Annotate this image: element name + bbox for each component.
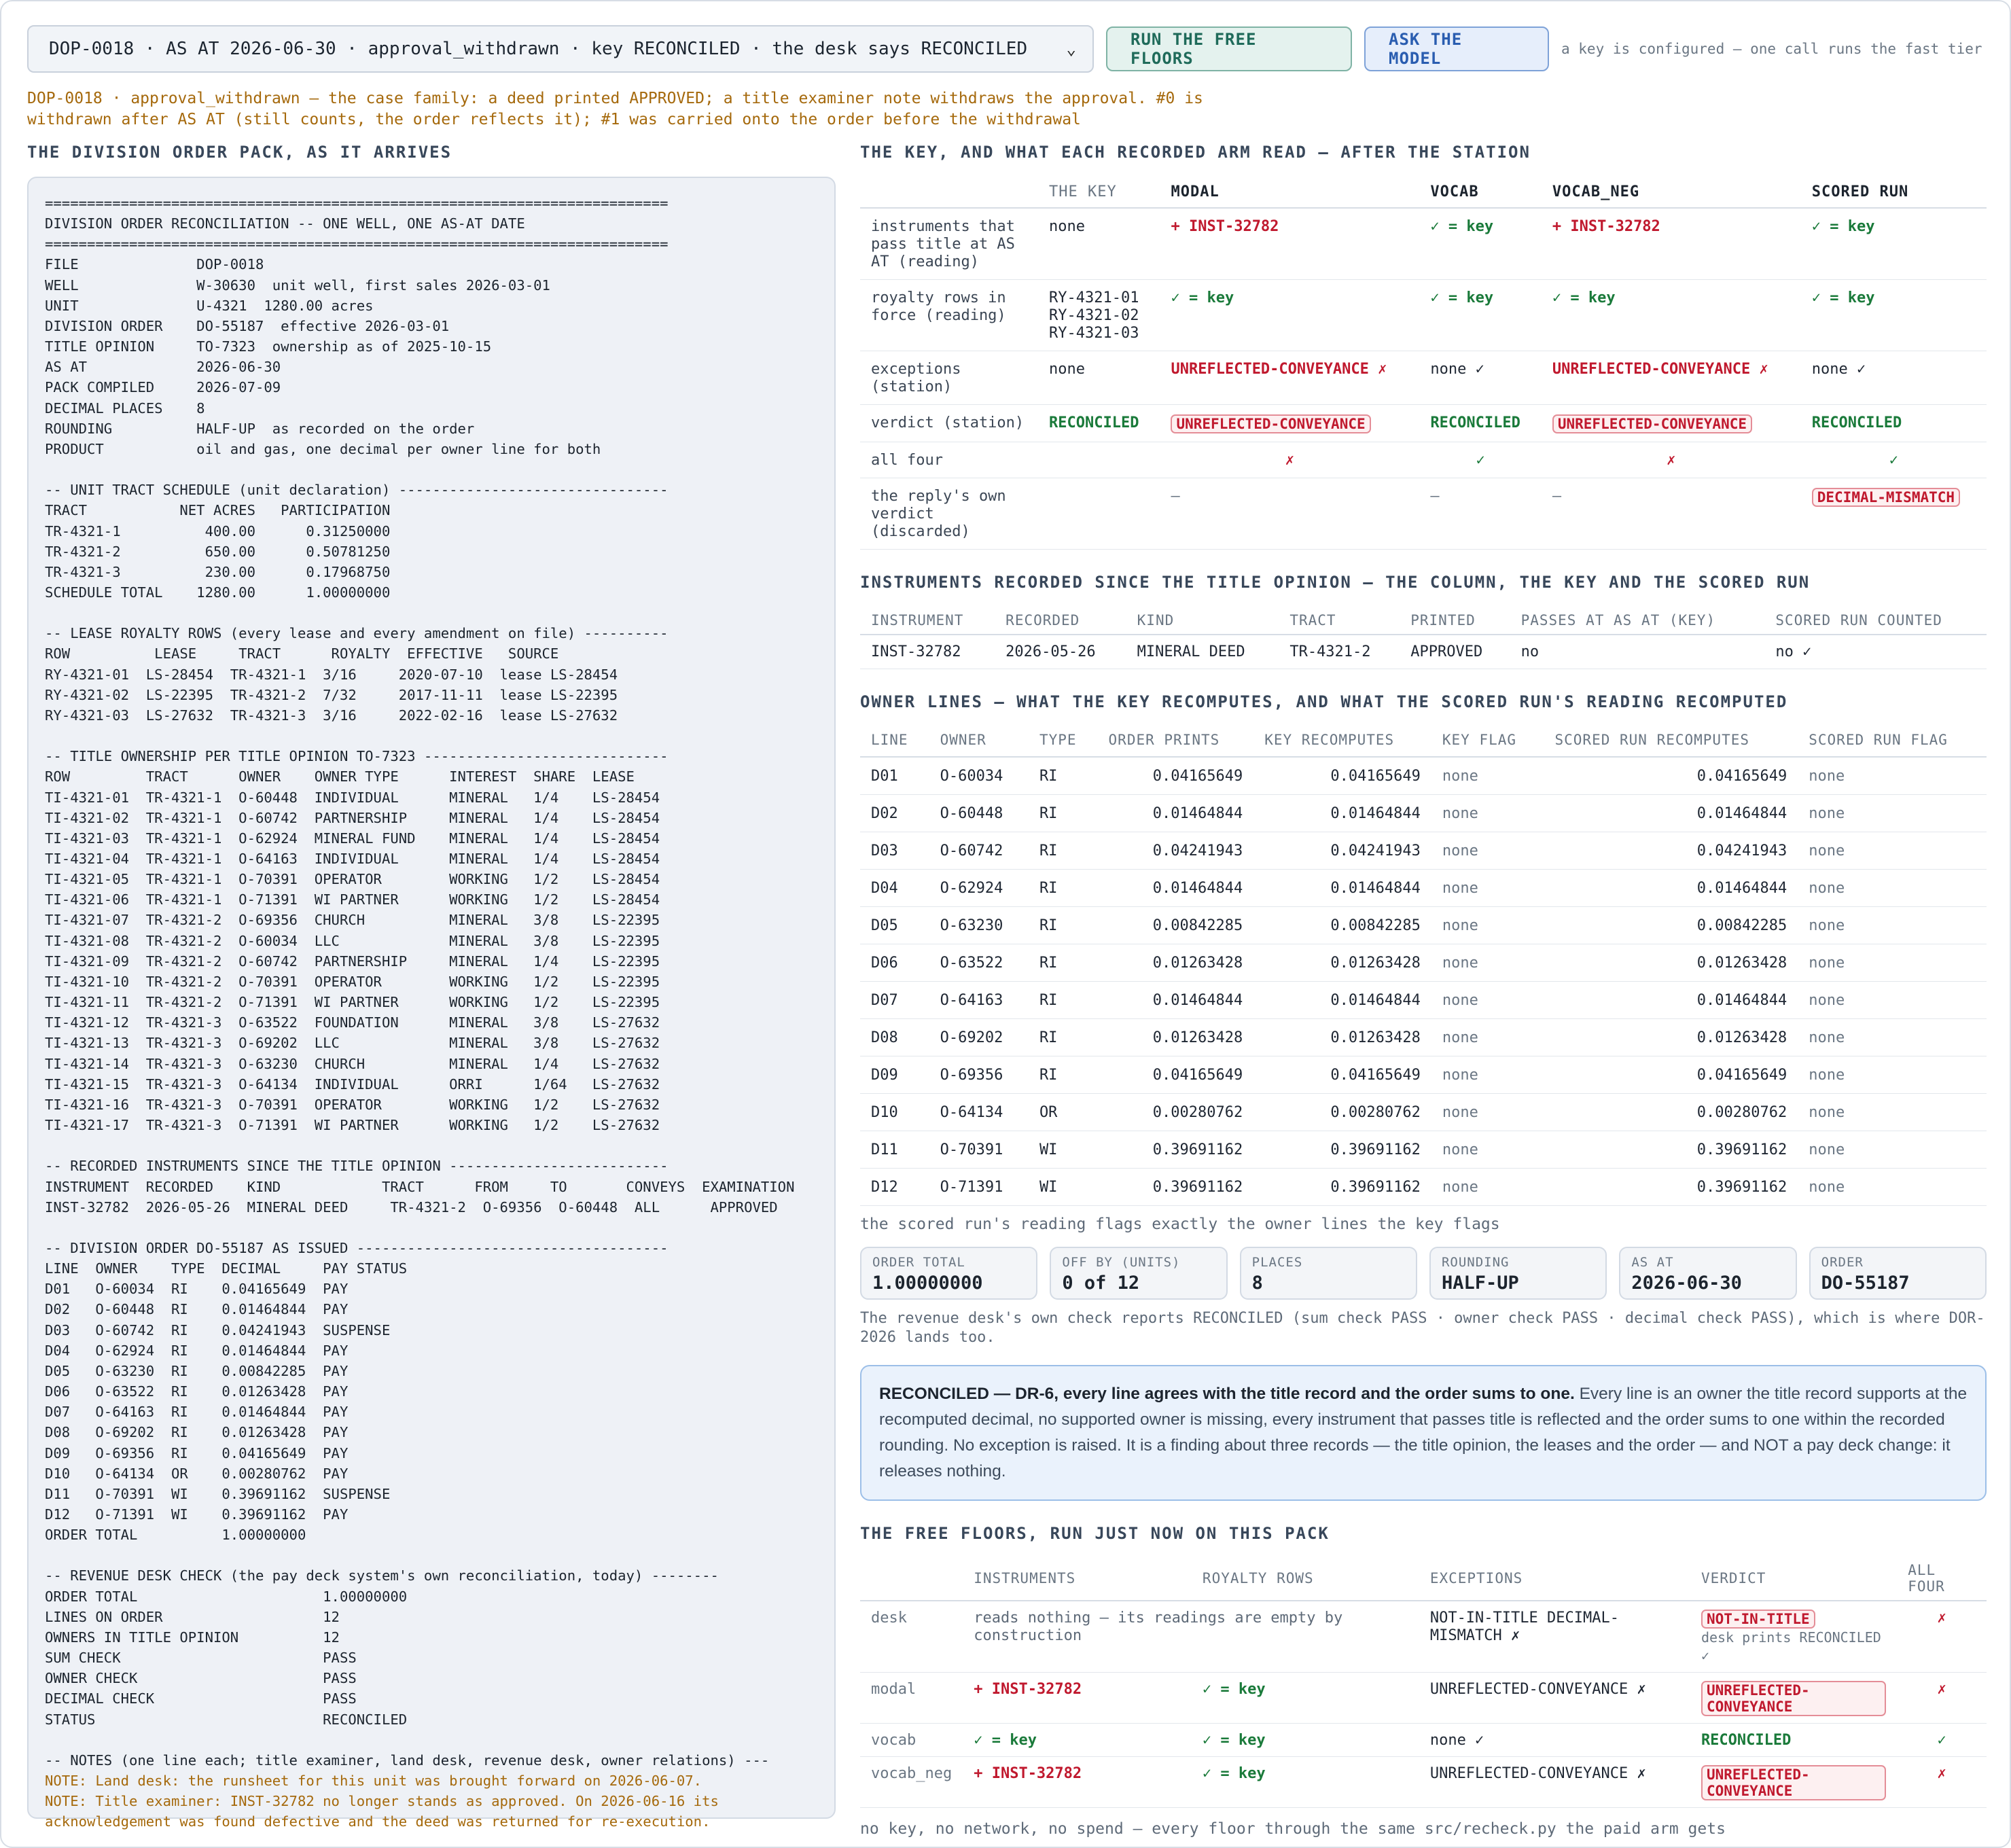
- key-heading: THE KEY, AND WHAT EACH RECORDED ARM READ — AFTER THE STATION: [860, 143, 1531, 162]
- floors-footer: no key, no network, no spend — every floor through the same src/recheck.py the paid arm gets: [860, 1820, 1726, 1838]
- type-cell: OR: [1029, 1094, 1098, 1131]
- order-prints-cell: 0.01464844: [1098, 795, 1254, 832]
- vocab-neg-cell: UNREFLECTED-CONVEYANCE ✗: [1542, 351, 1801, 405]
- verdict-badge: NOT-IN-TITLE: [1701, 1610, 1815, 1629]
- floor-royalty: ✓ = key: [1192, 1673, 1419, 1724]
- floor-instruments: + INST-32782: [963, 1673, 1192, 1724]
- type-cell: RI: [1029, 757, 1098, 795]
- key-flag-cell: none: [1431, 982, 1544, 1019]
- scored-flag-cell: none: [1798, 1056, 1987, 1094]
- floor-verdict: [1690, 1757, 1897, 1808]
- col-scored-run: SCORED RUN: [1801, 177, 1987, 208]
- toolbar: [27, 26, 1984, 72]
- verdict-title: RECONCILED — DR-6, every line agrees with the title record and the order sums to one.: [879, 1385, 1575, 1403]
- scored-cell: ✓ = key: [1801, 208, 1987, 280]
- kind-cell: MINERAL DEED: [1126, 635, 1279, 669]
- row-label: royalty rows in force (reading): [860, 280, 1038, 351]
- floors-table: [860, 1557, 1987, 1808]
- scored-flag-cell: none: [1798, 1019, 1987, 1056]
- type-cell: RI: [1029, 982, 1098, 1019]
- owner-cell: O-60448: [929, 795, 1029, 832]
- results-panel: [860, 143, 1987, 1838]
- key-recomputes-cell: 0.01263428: [1253, 1019, 1431, 1056]
- owner-cell: O-71391: [929, 1169, 1029, 1206]
- floor-all-four: ✗: [1897, 1601, 1987, 1673]
- col-instruments: INSTRUMENTS: [963, 1557, 1192, 1601]
- line-cell: D04: [860, 870, 929, 907]
- summary-card-value: 1.00000000: [872, 1273, 983, 1294]
- floors-table-corner: [860, 1557, 963, 1601]
- table-row: [860, 795, 1987, 832]
- row-label: all four: [860, 442, 1038, 478]
- tract-cell: TR-4321-2: [1279, 635, 1400, 669]
- order-prints-cell: 0.01464844: [1098, 870, 1254, 907]
- scored-recomputes-cell: 0.04165649: [1544, 757, 1798, 795]
- summary-card-label: ORDER TOTAL: [872, 1255, 965, 1270]
- col-printed: PRINTED: [1400, 607, 1510, 635]
- line-cell: D08: [860, 1019, 929, 1056]
- summary-card-label: AS AT: [1631, 1255, 1674, 1270]
- owner-cell: O-63230: [929, 907, 1029, 944]
- summary-card-value: DO-55187: [1821, 1273, 1910, 1294]
- vocab-cell: ✓ = key: [1419, 280, 1541, 351]
- type-cell: WI: [1029, 1169, 1098, 1206]
- table-row: [860, 405, 1987, 442]
- modal-cell: ✗: [1160, 442, 1419, 478]
- owner-col-header: LINE: [860, 726, 929, 757]
- owner-col-header: SCORED RUN RECOMPUTES: [1544, 726, 1798, 757]
- scored-recomputes-cell: 0.01464844: [1544, 982, 1798, 1019]
- summary-card-label: ORDER: [1821, 1255, 1864, 1270]
- table-row: [860, 1724, 1987, 1757]
- owner-col-header: KEY RECOMPUTES: [1253, 726, 1431, 757]
- printed-cell: APPROVED: [1400, 635, 1510, 669]
- scored-recomputes-cell: 0.39691162: [1544, 1169, 1798, 1206]
- vocab-cell: none ✓: [1419, 351, 1541, 405]
- pack-notes: NOTE: Land desk: the runsheet for this unit was brought forward on 2026-06-07. NOTE: Title examiner: INST-32782 no longer stands as approved. On 2026-06-16 its acknowledgement was found defective and the deed was returned for re-execution.: [45, 1773, 719, 1830]
- line-cell: D09: [860, 1056, 929, 1094]
- line-cell: D06: [860, 944, 929, 982]
- modal-cell: [1160, 405, 1419, 442]
- floor-name: desk: [860, 1601, 963, 1673]
- order-prints-cell: 0.04165649: [1098, 1056, 1254, 1094]
- floor-verdict: [1690, 1601, 1897, 1673]
- line-cell: D07: [860, 982, 929, 1019]
- key-recomputes-cell: 0.04165649: [1253, 757, 1431, 795]
- key-flag-cell: none: [1431, 870, 1544, 907]
- summary-card: [1809, 1247, 1987, 1300]
- table-row: [860, 1673, 1987, 1724]
- scored-flag-cell: none: [1798, 1094, 1987, 1131]
- table-row: [860, 907, 1987, 944]
- owner-cell: O-60034: [929, 757, 1029, 795]
- key-flag-cell: none: [1431, 832, 1544, 870]
- key-recomputes-cell: 0.00842285: [1253, 907, 1431, 944]
- scored-flag-cell: none: [1798, 757, 1987, 795]
- scored-cell: ✓: [1801, 442, 1987, 478]
- type-cell: RI: [1029, 832, 1098, 870]
- table-row: [860, 1757, 1987, 1808]
- scored-cell: ✓ = key: [1801, 280, 1987, 351]
- col-instrument: INSTRUMENT: [860, 607, 995, 635]
- col-tract: TRACT: [1279, 607, 1400, 635]
- verdict-badge: UNREFLECTED-CONVEYANCE: [1701, 1765, 1886, 1800]
- table-row: [860, 944, 1987, 982]
- col-verdict: VERDICT: [1690, 1557, 1897, 1601]
- vocab-cell: ✓: [1419, 442, 1541, 478]
- owner-lines-caption: the scored run's reading flags exactly the owner lines the key flags: [860, 1215, 1500, 1233]
- owner-col-header: TYPE: [1029, 726, 1098, 757]
- pack-panel: [27, 143, 836, 1830]
- order-prints-cell: 0.04165649: [1098, 757, 1254, 795]
- type-cell: RI: [1029, 944, 1098, 982]
- owner-cell: O-69356: [929, 1056, 1029, 1094]
- key-flag-cell: none: [1431, 944, 1544, 982]
- key-note: a key is configured — one call runs the fast tier: [1561, 41, 1982, 57]
- summary-card-value: 2026-06-30: [1631, 1273, 1742, 1294]
- instruments-table: [860, 607, 1987, 669]
- key-flag-cell: none: [1431, 757, 1544, 795]
- key-cell: RECONCILED: [1038, 405, 1160, 442]
- owner-cell: O-60742: [929, 832, 1029, 870]
- chevron-down-icon: ⌄: [1066, 39, 1076, 58]
- line-cell: D02: [860, 795, 929, 832]
- scored-flag-cell: none: [1798, 944, 1987, 982]
- summary-card-label: ROUNDING: [1441, 1255, 1510, 1270]
- vocab-neg-cell: [1542, 405, 1801, 442]
- floor-royalty: ✓ = key: [1192, 1724, 1419, 1757]
- col-passes: PASSES AT AS AT (KEY): [1510, 607, 1765, 635]
- order-prints-cell: 0.01263428: [1098, 1019, 1254, 1056]
- summary-card-value: 8: [1251, 1273, 1263, 1294]
- verdict-sub: desk prints RECONCILED ✓: [1701, 1629, 1881, 1664]
- verdict-badge: UNREFLECTED-CONVEYANCE: [1552, 414, 1752, 433]
- table-row: [860, 478, 1987, 550]
- floor-name: vocab: [860, 1724, 963, 1757]
- key-recomputes-cell: 0.39691162: [1253, 1169, 1431, 1206]
- key-cell: none: [1038, 208, 1160, 280]
- key-cell: none: [1038, 351, 1160, 405]
- table-row: [860, 280, 1987, 351]
- table-row: [860, 870, 1987, 907]
- scored-recomputes-cell: 0.39691162: [1544, 1131, 1798, 1169]
- scored-recomputes-cell: 0.00842285: [1544, 907, 1798, 944]
- vocab-cell: ✓ = key: [1419, 208, 1541, 280]
- case-select[interactable]: [27, 25, 1094, 73]
- verdict-callout: [860, 1365, 1987, 1501]
- verdict-badge: UNREFLECTED-CONVEYANCE: [1701, 1681, 1886, 1716]
- floor-verdict: RECONCILED: [1690, 1724, 1897, 1757]
- order-prints-cell: 0.00280762: [1098, 1094, 1254, 1131]
- scored-flag-cell: none: [1798, 1169, 1987, 1206]
- col-all-four: ALL FOUR: [1897, 1557, 1987, 1601]
- summary-card-value: 0 of 12: [1062, 1273, 1140, 1294]
- line-cell: D01: [860, 757, 929, 795]
- floor-exceptions: NOT-IN-TITLE DECIMAL-MISMATCH ✗: [1419, 1601, 1690, 1673]
- floor-verdict: [1690, 1673, 1897, 1724]
- floor-all-four: ✗: [1897, 1757, 1987, 1808]
- owner-col-header: SCORED RUN FLAG: [1798, 726, 1987, 757]
- table-row: [860, 351, 1987, 405]
- table-row: [860, 1131, 1987, 1169]
- col-royalty-rows: ROYALTY ROWS: [1192, 1557, 1419, 1601]
- floor-name: modal: [860, 1673, 963, 1724]
- scored-flag-cell: none: [1798, 907, 1987, 944]
- summary-cards: [860, 1247, 1987, 1300]
- scored-flag-cell: none: [1798, 1131, 1987, 1169]
- case-select-value: DOP-0018 · AS AT 2026-06-30 · approval_withdrawn · key RECONCILED · the desk says RECONCILED: [49, 39, 1028, 59]
- summary-card: [1050, 1247, 1227, 1300]
- floor-exceptions: none ✓: [1419, 1724, 1690, 1757]
- line-cell: D12: [860, 1169, 929, 1206]
- pack-document: [27, 177, 836, 1830]
- key-flag-cell: none: [1431, 795, 1544, 832]
- scored-recomputes-cell: 0.01464844: [1544, 795, 1798, 832]
- order-prints-cell: 0.39691162: [1098, 1169, 1254, 1206]
- vocab-neg-cell: ✗: [1542, 442, 1801, 478]
- line-cell: D11: [860, 1131, 929, 1169]
- key-recomputes-cell: 0.01464844: [1253, 870, 1431, 907]
- floor-instruments: + INST-32782: [963, 1757, 1192, 1808]
- run-free-floors-button[interactable]: RUN THE FREE FLOORS: [1106, 26, 1352, 71]
- scored-recomputes-cell: 0.01263428: [1544, 1019, 1798, 1056]
- scored-flag-cell: none: [1798, 870, 1987, 907]
- table-row: [860, 208, 1987, 280]
- key-recomputes-cell: 0.39691162: [1253, 1131, 1431, 1169]
- table-row: [860, 1056, 1987, 1094]
- scored-recomputes-cell: 0.04241943: [1544, 832, 1798, 870]
- verdict-badge: UNREFLECTED-CONVEYANCE: [1171, 414, 1370, 433]
- counted-cell: no ✓: [1764, 635, 1987, 669]
- vocab-neg-cell: + INST-32782: [1542, 208, 1801, 280]
- order-prints-cell: 0.00842285: [1098, 907, 1254, 944]
- owner-cell: O-62924: [929, 870, 1029, 907]
- scored-flag-cell: none: [1798, 832, 1987, 870]
- owner-cell: O-70391: [929, 1131, 1029, 1169]
- key-flag-cell: none: [1431, 1056, 1544, 1094]
- owner-col-header: OWNER: [929, 726, 1029, 757]
- table-row: [860, 1019, 1987, 1056]
- floor-exceptions: UNREFLECTED-CONVEYANCE ✗: [1419, 1757, 1690, 1808]
- type-cell: RI: [1029, 907, 1098, 944]
- line-cell: D03: [860, 832, 929, 870]
- owner-cell: O-63522: [929, 944, 1029, 982]
- scored-recomputes-cell: 0.01263428: [1544, 944, 1798, 982]
- owner-lines-heading: OWNER LINES — WHAT THE KEY RECOMPUTES, AND WHAT THE SCORED RUN'S READING RECOMPUTED: [860, 692, 1788, 711]
- summary-card: [1619, 1247, 1796, 1300]
- table-row: [860, 1094, 1987, 1131]
- key-flag-cell: none: [1431, 1169, 1544, 1206]
- owner-lines-table: [860, 726, 1987, 1206]
- col-vocab-neg: VOCAB_NEG: [1542, 177, 1801, 208]
- key-recomputes-cell: 0.01263428: [1253, 944, 1431, 982]
- owner-cell: O-69202: [929, 1019, 1029, 1056]
- modal-cell: UNREFLECTED-CONVEYANCE ✗: [1160, 351, 1419, 405]
- scored-recomputes-cell: 0.00280762: [1544, 1094, 1798, 1131]
- floor-instruments: reads nothing — its readings are empty by construction: [963, 1601, 1419, 1673]
- floor-instruments: ✓ = key: [963, 1724, 1192, 1757]
- key-cell: [1038, 478, 1160, 550]
- type-cell: RI: [1029, 795, 1098, 832]
- scored-recomputes-cell: 0.01464844: [1544, 870, 1798, 907]
- col-counted: SCORED RUN COUNTED: [1764, 607, 1987, 635]
- scored-cell: RECONCILED: [1801, 405, 1987, 442]
- row-label: verdict (station): [860, 405, 1038, 442]
- key-flag-cell: none: [1431, 1019, 1544, 1056]
- vocab-neg-cell: ✓ = key: [1542, 280, 1801, 351]
- scored-flag-cell: none: [1798, 795, 1987, 832]
- key-recomputes-cell: 0.00280762: [1253, 1094, 1431, 1131]
- scored-cell: [1801, 478, 1987, 550]
- owner-cell: O-64163: [929, 982, 1029, 1019]
- modal-cell: + INST-32782: [1160, 208, 1419, 280]
- floor-royalty: ✓ = key: [1192, 1757, 1419, 1808]
- type-cell: RI: [1029, 1056, 1098, 1094]
- owner-cell: O-64134: [929, 1094, 1029, 1131]
- floor-exceptions: UNREFLECTED-CONVEYANCE ✗: [1419, 1673, 1690, 1724]
- recorded-cell: 2026-05-26: [995, 635, 1126, 669]
- key-recomputes-cell: 0.01464844: [1253, 795, 1431, 832]
- summary-card: [860, 1247, 1037, 1300]
- order-prints-cell: 0.04241943: [1098, 832, 1254, 870]
- summary-card: [1429, 1247, 1607, 1300]
- floor-all-four: ✗: [1897, 1673, 1987, 1724]
- verdict-badge: DECIMAL-MISMATCH: [1812, 488, 1960, 507]
- modal-cell: —: [1160, 478, 1419, 550]
- key-flag-cell: none: [1431, 1131, 1544, 1169]
- summary-card-label: OFF BY (UNITS): [1062, 1255, 1181, 1270]
- key-flag-cell: none: [1431, 907, 1544, 944]
- floor-all-four: ✓: [1897, 1724, 1987, 1757]
- owner-col-header: ORDER PRINTS: [1098, 726, 1254, 757]
- type-cell: RI: [1029, 870, 1098, 907]
- table-row: [860, 757, 1987, 795]
- line-cell: D05: [860, 907, 929, 944]
- pack-heading: THE DIVISION ORDER PACK, AS IT ARRIVES: [27, 143, 452, 162]
- col-vocab: VOCAB: [1419, 177, 1541, 208]
- type-cell: WI: [1029, 1131, 1098, 1169]
- ask-model-button[interactable]: ASK THE MODEL: [1364, 26, 1549, 71]
- key-recomputes-cell: 0.04241943: [1253, 832, 1431, 870]
- vocab-cell: —: [1419, 478, 1541, 550]
- key-flag-cell: none: [1431, 1094, 1544, 1131]
- instruments-heading: INSTRUMENTS RECORDED SINCE THE TITLE OPINION — THE COLUMN, THE KEY AND THE SCORED RUN: [860, 573, 1811, 592]
- table-row: [860, 442, 1987, 478]
- col-modal: MODAL: [1160, 177, 1419, 208]
- floors-heading: THE FREE FLOORS, RUN JUST NOW ON THIS PACK: [860, 1524, 1330, 1543]
- key-table-corner: [860, 177, 1038, 208]
- key-cell: [1038, 442, 1160, 478]
- order-prints-cell: 0.01263428: [1098, 944, 1254, 982]
- instrument-cell: INST-32782: [860, 635, 995, 669]
- case-description: DOP-0018 · approval_withdrawn — the case family: a deed printed APPROVED; a title examiner note withdraws the approval. #0 is withdrawn after AS AT (still counts, the order reflects it); #1 was carried onto the order before the withdrawal: [27, 90, 1203, 128]
- verdict-text: Every line is an owner the title record supports at the recomputed decimal, no supported owner is missing, every instrument that passes title is reflected and the order sums to one within the recorded rounding. No exception is raised. It is a finding about three records — the title opinion, the leases and the order — and NOT a pay deck change: it releases nothing.: [879, 1385, 1968, 1480]
- owner-col-header: KEY FLAG: [1431, 726, 1544, 757]
- table-row: [860, 982, 1987, 1019]
- scored-cell: none ✓: [1801, 351, 1987, 405]
- col-the-key: THE KEY: [1038, 177, 1160, 208]
- col-exceptions: EXCEPTIONS: [1419, 1557, 1690, 1601]
- order-prints-cell: 0.01464844: [1098, 982, 1254, 1019]
- order-prints-cell: 0.39691162: [1098, 1131, 1254, 1169]
- table-row: [860, 832, 1987, 870]
- floor-name: vocab_neg: [860, 1757, 963, 1808]
- type-cell: RI: [1029, 1019, 1098, 1056]
- key-recomputes-cell: 0.04165649: [1253, 1056, 1431, 1094]
- key-recomputes-cell: 0.01464844: [1253, 982, 1431, 1019]
- table-row: [860, 1169, 1987, 1206]
- pack-text: ========================================================================== DIVISION ORDER RECONCILIATION -- ONE WELL, ONE AS-AT DATE ========================================================================== FILE DOP-0018 WELL W-30630 unit well, first sales 2026-03-01 UNIT U-4321 1280.00 acres DIVISION ORDER DO-55187 effective 2026-03-01 TITLE OPINION TO-7323 ownership as of 2025-10-15 AS AT 2026-06-30 PACK COMPILED 2026-07-09 DECIMAL PLACES 8 ROUNDING HALF-UP as recorded on the order PRODUCT oil and gas, one decimal per owner line for both -- UNIT TRACT SCHEDULE (unit declaration) -------------------------------- TRACT NET ACRES PARTICIPATION TR-4321-1 400.00 0.31250000 TR-4321-2 650.00 0.50781250 TR-4321-3 230.00 0.17968750 SCHEDULE TOTAL 1280.00 1.00000000 -- LEASE ROYALTY ROWS (every lease and every amendment on file) ---------- ROW LEASE TRACT ROYALTY EFFECTIVE SOURCE RY-4321-01 LS-28454 TR-4321-1 3/16 2020-07-10 lease LS-28454 RY-4321-02 LS-22395 TR-4321-2 7/32 2017-11-11 lease LS-22395 RY-4321-03 LS-27632 TR-4321-3 3/16 2022-02-16 lease LS-27632 -- TITLE OWNERSHIP PER TITLE OPINION TO-7323 ----------------------------- ROW TRACT OWNER OWNER TYPE INTEREST SHARE LEASE TI-4321-01 TR-4321-1 O-60448 INDIVIDUAL MINERAL 1/4 LS-28454 TI-4321-02 TR-4321-1 O-60742 PARTNERSHIP MINERAL 1/4 LS-28454 TI-4321-03 TR-4321-1 O-62924 MINERAL FUND MINERAL 1/4 LS-28454 TI-4321-04 TR-4321-1 O-64163 INDIVIDUAL MINERAL 1/4 LS-28454 TI-4321-05 TR-4321-1 O-70391 OPERATOR WORKING 1/2 LS-28454 TI-4321-06 TR-4321-1 O-71391 WI PARTNER WORKING 1/2 LS-28454 TI-4321-07 TR-4321-2 O-69356 CHURCH MINERAL 3/8 LS-22395 TI-4321-08 TR-4321-2 O-60034 LLC MINERAL 3/8 LS-22395 TI-4321-09 TR-4321-2 O-60742 PARTNERSHIP MINERAL 1/4 LS-22395 TI-4321-10 TR-4321-2 O-70391 OPERATOR WORKING 1/2 LS-22395 TI-4321-11 TR-4321-2 O-71391 WI PARTNER WORKING 1/2 LS-22395 TI-4321-12 TR-4321-3 O-63522 FOUNDATION MINERAL 3/8 LS-27632 TI-4321-13 TR-4321-3 O-69202 LLC MINERAL 3/8 LS-27632 TI-4321-14 TR-4321-3 O-63230 CHURCH MINERAL 1/4 LS-27632 TI-4321-15 TR-4321-3 O-64134 INDIVIDUAL ORRI 1/64 LS-27632 TI-4321-16 TR-4321-3 O-70391 OPERATOR WORKING 1/2 LS-27632 TI-4321-17 TR-4321-3 O-71391 WI PARTNER WORKING 1/2 LS-27632 -- RECORDED INSTRUMENTS SINCE THE TITLE OPINION -------------------------- INSTRUMENT RECORDED KIND TRACT FROM TO CONVEYS EXAMINATION INST-32782 2026-05-26 MINERAL DEED TR-4321-2 O-69356 O-60448 ALL APPROVED -- DIVISION ORDER DO-55187 AS ISSUED ------------------------------------- LINE OWNER TYPE DECIMAL PAY STATUS D01 O-60034 RI 0.04165649 PAY D02 O-60448 RI 0.01464844 PAY D03 O-60742 RI 0.04241943 SUSPENSE D04 O-62924 RI 0.01464844 PAY D05 O-63230 RI 0.00842285 PAY D06 O-63522 RI 0.01263428 PAY D07 O-64163 RI 0.01464844 PAY D08 O-69202 RI 0.01263428 PAY D09 O-69356 RI 0.04165649 PAY D10 O-64134 OR 0.00280762 PAY D11 O-70391 WI 0.39691162 SUSPENSE D12 O-71391 WI 0.39691162 PAY ORDER TOTAL 1.00000000 -- REVENUE DESK CHECK (the pay deck system's own reconciliation, today) -------- ORDER TOTAL 1.00000000 LINES ON ORDER 12 OWNERS IN TITLE OPINION 12 SUM CHECK PASS OWNER CHECK PASS DECIMAL CHECK PASS STATUS RECONCILED -- NOTES (one line each; title examiner, land desk, revenue desk, owner relations) ---: [45, 195, 795, 1769]
- vocab-neg-cell: —: [1542, 478, 1801, 550]
- table-row: [860, 635, 1987, 669]
- summary-card-value: HALF-UP: [1441, 1273, 1519, 1294]
- col-recorded: RECORDED: [995, 607, 1126, 635]
- row-label: the reply's own verdict (discarded): [860, 478, 1038, 550]
- table-row: [860, 1601, 1987, 1673]
- summary-card: [1240, 1247, 1417, 1300]
- vocab-cell: RECONCILED: [1419, 405, 1541, 442]
- passes-cell: no: [1510, 635, 1765, 669]
- desk-check-note: The revenue desk's own check reports RECONCILED (sum check PASS · owner check PASS · decimal check PASS), which is where DOR-2026 lands too.: [860, 1310, 1985, 1346]
- row-label: instruments that pass title at AS AT (reading): [860, 208, 1038, 280]
- col-kind: KIND: [1126, 607, 1279, 635]
- row-label: exceptions (station): [860, 351, 1038, 405]
- line-cell: D10: [860, 1094, 929, 1131]
- scored-flag-cell: none: [1798, 982, 1987, 1019]
- modal-cell: ✓ = key: [1160, 280, 1419, 351]
- scored-recomputes-cell: 0.04165649: [1544, 1056, 1798, 1094]
- key-cell: RY-4321-01 RY-4321-02 RY-4321-03: [1038, 280, 1160, 351]
- summary-card-label: PLACES: [1251, 1255, 1303, 1270]
- key-table: [860, 177, 1987, 550]
